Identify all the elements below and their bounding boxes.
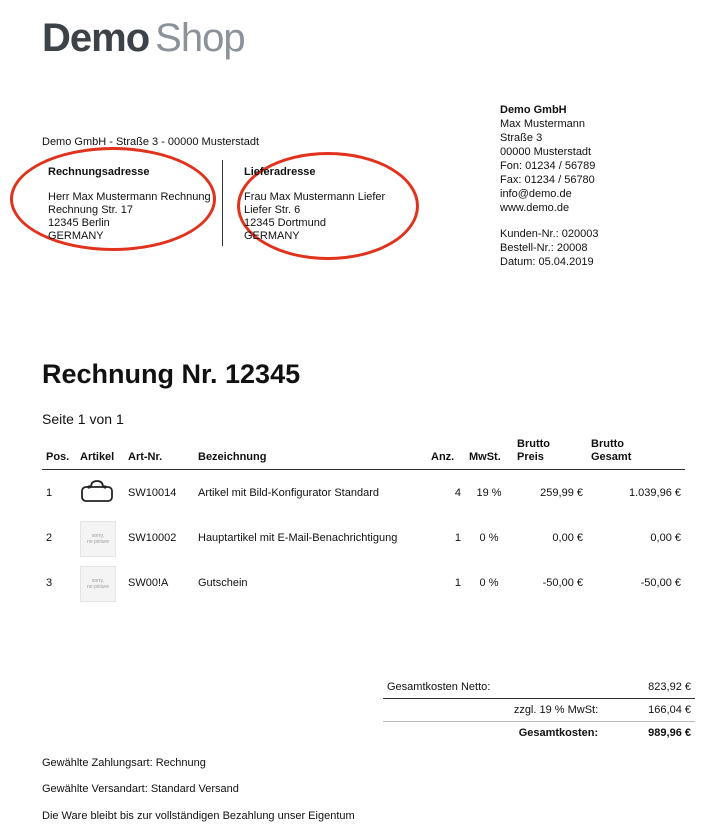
header-artikel: Artikel [76, 430, 124, 470]
company-line: Max Mustermann [500, 118, 585, 130]
cell-artikel [76, 516, 124, 561]
company-phone: Fon: 01234 / 56789 [500, 160, 596, 172]
table-row [42, 516, 685, 561]
cell-artikel [76, 470, 124, 517]
cell-mwst: 0 % [479, 577, 499, 589]
invoice-title: Rechnung Nr. 12345 [42, 359, 301, 389]
billing-address [48, 166, 211, 243]
table-row [42, 470, 685, 517]
billing-address-line: Herr Max Mustermann Rechnung [48, 191, 211, 203]
billing-address-title: Rechnungsadresse [48, 166, 150, 178]
company-info [500, 103, 595, 215]
no-picture-text-line: no picture [87, 538, 109, 545]
totals-total-row [383, 722, 695, 744]
no-picture-thumbnail [80, 521, 116, 557]
bag-icon [80, 494, 114, 506]
header-brutto-gesamt-line1: Brutto [591, 438, 624, 450]
cell-mwst: 0 % [479, 532, 499, 544]
order-ids [500, 227, 598, 269]
invoice-date: Datum: 05.04.2019 [500, 256, 594, 268]
header-brutto-preis-line1: Brutto [517, 438, 550, 450]
cell-artnr: SW10002 [128, 532, 177, 544]
shipping-method-note: Gewählte Versandart: Standard Versand [42, 783, 239, 795]
header-mwst: MwSt. [465, 430, 513, 470]
header-anz: Anz. [427, 430, 465, 470]
logo-part-demo: Demo [42, 16, 150, 60]
header-pos: Pos. [42, 430, 76, 470]
company-name: Demo GmbH [500, 104, 567, 116]
header-brutto-gesamt [587, 430, 685, 470]
cell-anz: 1 [454, 532, 461, 544]
demoshop-logo [42, 14, 245, 62]
company-line: Straße 3 [500, 132, 543, 144]
header-brutto-preis [513, 430, 587, 470]
page-info: Seite 1 von 1 [42, 411, 124, 427]
cell-bezeichnung: Artikel mit Bild-Konfigurator Standard [198, 486, 379, 499]
cell-pos: 2 [46, 532, 53, 544]
ownership-note: Die Ware bleibt bis zur vollständigen Bezahlung unser Eigentum [42, 810, 355, 822]
shipping-address-line: 12345 Dortmund [244, 217, 326, 229]
cell-anz: 4 [454, 486, 461, 499]
cell-gesamt: 1.039,96 € [629, 486, 681, 499]
totals-total-label: Gesamtkosten: [518, 727, 599, 739]
cell-mwst: 19 % [476, 486, 502, 499]
company-website: www.demo.de [500, 202, 570, 214]
totals-netto-label: Gesamtkosten Netto: [387, 681, 491, 693]
totals-mwst-label: zzgl. 19 % MwSt: [513, 704, 599, 716]
totals-mwst-row [383, 699, 695, 722]
no-picture-text-line: sorry, [91, 532, 105, 539]
payment-method-note: Gewählte Zahlungsart: Rechnung [42, 757, 206, 769]
shipping-address-line: GERMANY [244, 230, 300, 242]
cell-gesamt: -50,00 € [640, 577, 681, 589]
cell-anz: 1 [454, 577, 461, 589]
cell-preis: -50,00 € [542, 577, 583, 589]
customer-number: Kunden-Nr.: 020003 [500, 228, 599, 240]
order-number: Bestell-Nr.: 20008 [500, 242, 588, 254]
cell-preis: 259,99 € [540, 486, 583, 499]
table-row [42, 561, 685, 606]
cell-bezeichnung: Hauptartikel mit E-Mail-Benachrichtigung [198, 532, 398, 544]
header-brutto-preis-line2: Preis [517, 451, 544, 463]
cell-bezeichnung: Gutschein [198, 577, 248, 589]
billing-address-line: 12345 Berlin [48, 217, 110, 229]
header-brutto-gesamt-line2: Gesamt [591, 451, 632, 463]
logo-part-shop: Shop [155, 16, 245, 60]
totals-mwst-value: 166,04 € [648, 704, 691, 716]
company-email: info@demo.de [500, 188, 572, 200]
header-bezeichnung: Bezeichnung [194, 430, 427, 470]
shipping-address-line: Frau Max Mustermann Liefer [244, 191, 386, 203]
company-line: 00000 Musterstadt [500, 146, 592, 158]
cell-artikel [76, 561, 124, 606]
cell-gesamt: 0,00 € [650, 532, 681, 544]
shipping-address-title: Lieferadresse [244, 166, 316, 178]
invoice-items-table [42, 430, 685, 606]
totals-block [383, 676, 695, 744]
cell-preis: 0,00 € [552, 532, 583, 544]
shipping-address-line: Liefer Str. 6 [244, 204, 301, 216]
cell-artnr: SW10014 [128, 486, 177, 499]
table-header-row [42, 430, 685, 470]
totals-total-value: 989,96 € [648, 727, 691, 739]
cell-pos: 3 [46, 577, 53, 589]
cell-artnr: SW00!A [128, 577, 169, 589]
address-divider [222, 160, 223, 246]
shipping-address [244, 166, 385, 243]
billing-address-line: GERMANY [48, 230, 104, 242]
cell-pos: 1 [46, 486, 53, 499]
totals-netto-row [383, 676, 695, 699]
billing-address-line: Rechnung Str. 17 [48, 204, 134, 216]
company-fax: Fax: 01234 / 56780 [500, 174, 595, 186]
totals-netto-value: 823,92 € [648, 681, 691, 693]
no-picture-text-line: sorry, [91, 577, 105, 584]
sender-line: Demo GmbH - Straße 3 - 00000 Musterstadt [42, 136, 260, 148]
no-picture-text-line: no picture [87, 583, 109, 590]
no-picture-thumbnail [80, 566, 116, 602]
header-artnr: Art-Nr. [124, 430, 194, 470]
